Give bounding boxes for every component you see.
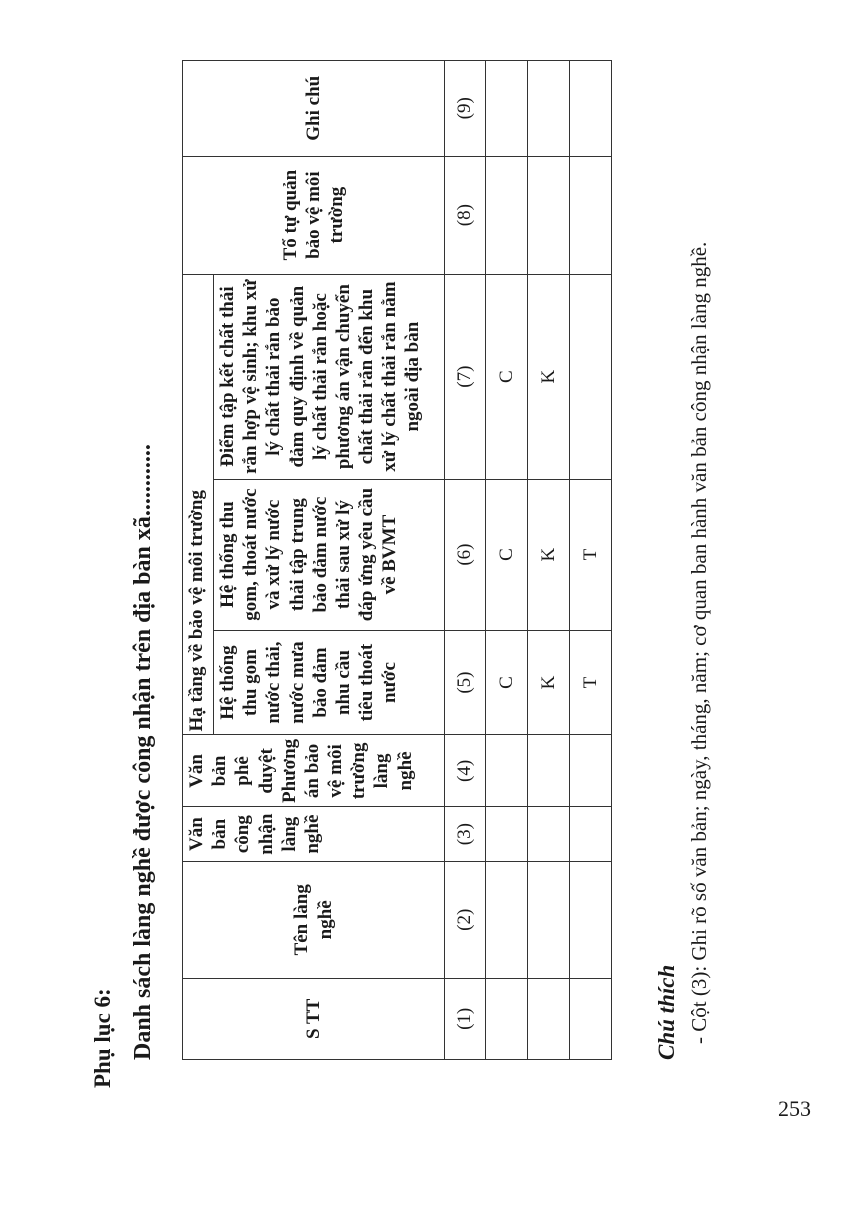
- column-number: (5): [445, 630, 486, 735]
- table-cell: T: [570, 630, 612, 735]
- header-solid-waste: Điểm tập kết chất thải rắn hợp vệ sinh; khu xử lý chất thải rắn bảo đảm quy định về quản lý chất thải rắn hoặc phương án vận chuyển chất thải rắn đến khu xử lý chất thải rắn nằm ngoài địa bàn: [214, 274, 445, 479]
- note-text: - Cột (3): Ghi rõ số văn bản; ngày, tháng, năm; cơ quan ban hành văn bản công nhận làng nghề.: [687, 241, 711, 1044]
- table-cell: [570, 274, 612, 479]
- table-cell: [570, 61, 612, 157]
- column-number: (6): [445, 479, 486, 630]
- table-cell: [528, 861, 570, 978]
- header-recognition-doc: Văn bản công nhận làng nghề: [183, 807, 445, 862]
- header-village-name: Tên làng nghề: [183, 861, 445, 978]
- table-cell: [486, 735, 528, 807]
- table-cell: [528, 735, 570, 807]
- page-number: 253: [778, 1096, 811, 1121]
- appendix-label: Phụ lục 6:: [90, 988, 115, 1088]
- table-cell: [486, 807, 528, 862]
- table-row: [486, 61, 528, 1060]
- column-number: (2): [445, 861, 486, 978]
- rotated-page-content: [90, 60, 770, 1100]
- table-cell: [570, 978, 612, 1059]
- header-stt: S TT: [183, 978, 445, 1059]
- table-cell: [486, 861, 528, 978]
- villages-table: [182, 60, 612, 1060]
- column-number: (9): [445, 61, 486, 157]
- table-cell: [528, 61, 570, 157]
- column-number: (3): [445, 807, 486, 862]
- table-cell: C: [486, 274, 528, 479]
- header-self-management: Tổ tự quản bảo vệ môi trường: [183, 156, 445, 274]
- table-cell: [486, 61, 528, 157]
- table-cell: [528, 156, 570, 274]
- column-number: (4): [445, 735, 486, 807]
- table-cell: K: [528, 630, 570, 735]
- table-cell: C: [486, 630, 528, 735]
- table-cell: [486, 156, 528, 274]
- column-number-row: [445, 61, 486, 1060]
- table-row: [528, 61, 570, 1060]
- table-cell: [528, 807, 570, 862]
- table-cell: [570, 861, 612, 978]
- header-drainage: Hệ thống thu gom nước thải, nước mưa bảo đảm nhu cầu tiêu thoát nước: [214, 630, 445, 735]
- table-cell: C: [486, 479, 528, 630]
- header-infrastructure-group: Hạ tầng về bảo vệ môi trường: [183, 274, 214, 735]
- page-title: Danh sách làng nghề được công nhận trên địa bàn xã............: [130, 444, 156, 1060]
- table-cell: K: [528, 479, 570, 630]
- table-cell: K: [528, 274, 570, 479]
- table-cell: [570, 807, 612, 862]
- table-cell: [570, 735, 612, 807]
- column-number: (1): [445, 978, 486, 1059]
- header-approval-doc: Văn bản phê duyệt Phương án bảo vệ môi trường làng nghề: [183, 735, 445, 807]
- table-cell: [570, 156, 612, 274]
- column-number: (8): [445, 156, 486, 274]
- table-cell: T: [570, 479, 612, 630]
- column-number: (7): [445, 274, 486, 479]
- header-wastewater: Hệ thống thu gom, thoát nước và xử lý nước thải tập trung bảo đảm nước thải sau xử lý đáp ứng yêu cầu về BVMT: [214, 479, 445, 630]
- header-row-top: [183, 61, 214, 1060]
- header-notes: Ghi chú: [183, 61, 445, 157]
- table-cell: [486, 978, 528, 1059]
- notes-title: Chú thích: [654, 964, 679, 1060]
- table-row: [570, 61, 612, 1060]
- table-cell: [528, 978, 570, 1059]
